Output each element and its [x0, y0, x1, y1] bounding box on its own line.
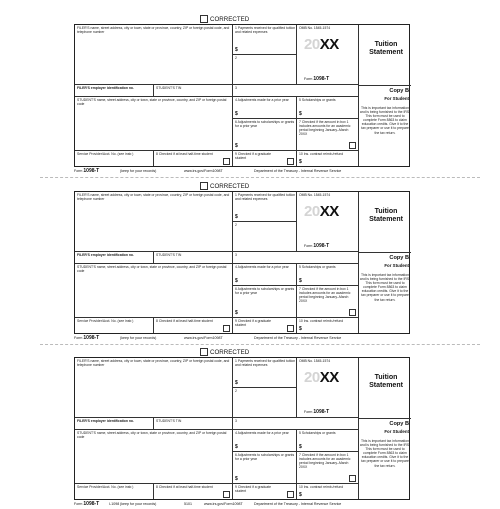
account-label: Service Provider/Acct. No. (see instr.) [77, 485, 134, 489]
box7-label: 7 Checked if the amount in box 1 includes amounts for an academic period beginning January–March 20XX [299, 120, 351, 136]
student-name-field[interactable] [75, 264, 233, 318]
box6-field[interactable] [233, 452, 297, 484]
box6-dollar: $ [235, 143, 238, 149]
box3-label: 3 [235, 86, 237, 90]
footer-website: 5101 www.irs.gov/Form1098T [184, 502, 243, 506]
filer-name-field[interactable] [75, 25, 233, 85]
footer-code-1: L1098 [109, 502, 120, 506]
box1-label: 1 Payments received for qualified tuition and related expenses [235, 26, 296, 34]
account-field[interactable] [75, 484, 154, 499]
copy-cell [359, 418, 411, 499]
corrected-label: CORRECTED [210, 348, 250, 356]
form-footer [74, 335, 410, 341]
corrected-label: CORRECTED [210, 15, 250, 23]
box8-checkbox[interactable] [223, 158, 230, 165]
box9-checkbox[interactable] [287, 325, 294, 332]
title-cell [359, 25, 411, 85]
form-title: Tuition Statement [369, 41, 403, 56]
box5-dollar: $ [299, 111, 302, 117]
box6-field[interactable] [233, 119, 297, 151]
box1-dollar: $ [235, 47, 238, 53]
footer-keep-note: (keep for your records) [120, 169, 157, 173]
copy-cell [359, 85, 411, 166]
filer-ein-field[interactable] [75, 85, 154, 97]
box9-checkbox[interactable] [287, 158, 294, 165]
footer-form-number: Form 1098-T L1098 [74, 501, 120, 507]
form-word: Form [304, 410, 313, 414]
box10-field[interactable] [297, 484, 359, 499]
filer-name-field[interactable] [75, 358, 233, 418]
student-tin-field[interactable] [154, 418, 233, 430]
copy-cell [359, 252, 411, 333]
omb-number: OMB No. 1545-1574 [299, 26, 331, 30]
box5-field[interactable] [297, 97, 359, 119]
filer-ein-label: FILER'S employer identification no. [77, 86, 134, 90]
box2-field[interactable] [233, 55, 297, 85]
box3-field[interactable] [233, 85, 359, 97]
box9-field [233, 484, 297, 499]
box1-field[interactable] [233, 358, 297, 388]
box8-checkbox[interactable] [223, 325, 230, 332]
filer-ein-field[interactable] [75, 252, 154, 264]
corrected-checkbox-row [200, 15, 249, 23]
box5-dollar: $ [299, 444, 302, 450]
tax-year [304, 203, 339, 220]
box4-field[interactable] [233, 264, 297, 286]
box6-label: 6 Adjustments to scholarships or grants for a prior year [235, 453, 295, 461]
omb-year-cell [297, 358, 359, 418]
box8-label: 8 Checked if at least half-time student [156, 152, 213, 156]
footer-website: www.irs.gov/Form1098T [184, 336, 223, 340]
box4-field[interactable] [233, 430, 297, 452]
box9-label: 9 Checked if a graduate student [235, 485, 272, 493]
box9-field [233, 318, 297, 333]
tax-year [304, 369, 339, 386]
box10-field[interactable] [297, 318, 359, 333]
form-1098t [0, 347, 500, 509]
box4-field[interactable] [233, 97, 297, 119]
box3-label: 3 [235, 419, 237, 423]
box5-label: 5 Scholarships or grants [299, 98, 336, 102]
tax-notice: This is important tax information and is being furnished to the IRS. This form must be used to complete Form 8863 to claim education credits. Give it to the tax preparer or use it to prepare the tax return. [359, 273, 411, 302]
box9-checkbox[interactable] [287, 491, 294, 498]
footer-code-2: 5101 [184, 502, 192, 506]
account-label: Service Provider/Acct. No. (see instr.) [77, 152, 134, 156]
form-word: Form [304, 244, 313, 248]
box8-field [154, 318, 233, 333]
box2-label: 2 [235, 223, 237, 227]
corrected-checkbox[interactable] [200, 182, 208, 190]
form-number: 1098-T [313, 409, 330, 415]
student-name-field[interactable] [75, 430, 233, 484]
box10-label: 10 Ins. contract reimb./refund [299, 152, 344, 156]
account-field[interactable] [75, 151, 154, 166]
tax-notice: This is important tax information and is being furnished to the IRS. This form must be used to complete Form 8863 to claim education credits. Give it to the tax preparer or use it to prepare the tax return. [359, 106, 411, 135]
footer-keep-note: (keep for your records) [120, 502, 157, 506]
box10-dollar: $ [299, 326, 302, 332]
box10-dollar: $ [299, 492, 302, 498]
for-student-label: For Student [384, 263, 409, 268]
form-grid [74, 357, 410, 500]
footer-department: Department of the Treasury - Internal Revenue Service [254, 336, 342, 340]
account-field[interactable] [75, 318, 154, 333]
box6-label: 6 Adjustments to scholarships or grants for a prior year [235, 287, 295, 295]
title-cell [359, 192, 411, 252]
box9-label: 9 Checked if a graduate student [235, 152, 272, 160]
box1-field[interactable] [233, 25, 297, 55]
corrected-checkbox[interactable] [200, 15, 208, 23]
footer-website: www.irs.gov/Form1098T [184, 169, 223, 173]
copy-label: Copy B [389, 88, 409, 94]
box6-label: 6 Adjustments to scholarships or grants for a prior year [235, 120, 295, 128]
student-tin-label: STUDENT'S TIN [156, 253, 182, 257]
box2-label: 2 [235, 56, 237, 60]
year-prefix: 20 [304, 36, 320, 53]
student-name-field[interactable] [75, 97, 233, 151]
footer-department: Department of the Treasury - Internal Revenue Service [254, 169, 342, 173]
filer-ein-label: FILER'S employer identification no. [77, 253, 134, 257]
form-grid [74, 191, 410, 334]
form-number-label [304, 76, 329, 82]
box1-label: 1 Payments received for qualified tuition and related expenses [235, 359, 296, 367]
box2-label: 2 [235, 389, 237, 393]
year-prefix: 20 [304, 203, 320, 220]
corrected-label: CORRECTED [210, 182, 250, 190]
year-suffix: XX [319, 203, 339, 220]
box5-field[interactable] [297, 430, 359, 452]
box1-dollar: $ [235, 214, 238, 220]
box8-checkbox[interactable] [223, 491, 230, 498]
for-student-label: For Student [384, 96, 409, 101]
form-grid [74, 24, 410, 167]
box4-dollar: $ [235, 444, 238, 450]
box9-label: 9 Checked if a graduate student [235, 319, 272, 327]
box5-dollar: $ [299, 278, 302, 284]
form-footer [74, 168, 410, 174]
for-student-label: For Student [384, 429, 409, 434]
footer-form-number: Form 1098-T [74, 168, 100, 174]
box5-label: 5 Scholarships or grants [299, 431, 336, 435]
box10-dollar: $ [299, 159, 302, 165]
box7-checkbox[interactable] [349, 309, 356, 316]
box7-field [297, 286, 359, 318]
form-number: 1098-T [313, 76, 330, 82]
box6-field[interactable] [233, 286, 297, 318]
account-label: Service Provider/Acct. No. (see instr.) [77, 319, 134, 323]
copy-label: Copy B [389, 421, 409, 427]
box7-field [297, 119, 359, 151]
box8-field [154, 151, 233, 166]
student-name-label: STUDENT'S name, street address, city or town, state or province, country, and ZIP or foreign postal code [77, 265, 227, 273]
tax-notice: This is important tax information and is being furnished to the IRS. This form must be used to complete Form 8863 to claim education credits. Give it to the tax preparer or use it to prepare the tax return. [359, 439, 411, 468]
box8-label: 8 Checked if at least half-time student [156, 485, 213, 489]
box5-label: 5 Scholarships or grants [299, 265, 336, 269]
box1-label: 1 Payments received for qualified tuition and related expenses [235, 193, 296, 201]
box10-label: 10 Ins. contract reimb./refund [299, 319, 344, 323]
year-suffix: XX [319, 36, 339, 53]
box6-dollar: $ [235, 310, 238, 316]
year-prefix: 20 [304, 369, 320, 386]
box7-label: 7 Checked if the amount in box 1 includes amounts for an academic period beginning January–March 20XX [299, 287, 351, 303]
box4-dollar: $ [235, 111, 238, 117]
corrected-checkbox[interactable] [200, 348, 208, 356]
omb-year-cell [297, 25, 359, 85]
filer-ein-field[interactable] [75, 418, 154, 430]
box7-checkbox[interactable] [349, 142, 356, 149]
box9-field [233, 151, 297, 166]
student-tin-field[interactable] [154, 252, 233, 264]
filer-name-label: FILER'S name, street address, city or town, state or province, country, ZIP or foreign postal code, and telephone number [77, 26, 230, 34]
filer-ein-label: FILER'S employer identification no. [77, 419, 134, 423]
tax-year [304, 36, 339, 53]
form-number: 1098-T [313, 243, 330, 249]
year-suffix: XX [319, 369, 339, 386]
form-1098t [0, 181, 500, 343]
box1-dollar: $ [235, 380, 238, 386]
box7-field [297, 452, 359, 484]
student-tin-field[interactable] [154, 85, 233, 97]
footer-form-number: Form 1098-T [74, 335, 100, 341]
filer-name-label: FILER'S name, street address, city or town, state or province, country, ZIP or foreign postal code, and telephone number [77, 359, 230, 367]
student-name-label: STUDENT'S name, street address, city or town, state or province, country, and ZIP or foreign postal code [77, 98, 227, 106]
student-tin-label: STUDENT'S TIN [156, 419, 182, 423]
corrected-checkbox-row [200, 182, 249, 190]
box2-field[interactable] [233, 388, 297, 418]
box3-label: 3 [235, 253, 237, 257]
box3-field[interactable] [233, 252, 359, 264]
box2-field[interactable] [233, 222, 297, 252]
form-number-label [304, 409, 329, 415]
box10-label: 10 Ins. contract reimb./refund [299, 485, 344, 489]
box4-dollar: $ [235, 278, 238, 284]
student-name-label: STUDENT'S name, street address, city or town, state or province, country, and ZIP or foreign postal code [77, 431, 227, 439]
filer-name-field[interactable] [75, 192, 233, 252]
box1-field[interactable] [233, 192, 297, 222]
box4-label: 4 Adjustments made for a prior year [235, 431, 289, 435]
box4-label: 4 Adjustments made for a prior year [235, 265, 289, 269]
box3-field[interactable] [233, 418, 359, 430]
box8-field [154, 484, 233, 499]
box5-field[interactable] [297, 264, 359, 286]
omb-year-cell [297, 192, 359, 252]
footer-keep-note: (keep for your records) [120, 336, 157, 340]
box10-field[interactable] [297, 151, 359, 166]
box6-dollar: $ [235, 476, 238, 482]
box4-label: 4 Adjustments made for a prior year [235, 98, 289, 102]
box8-label: 8 Checked if at least half-time student [156, 319, 213, 323]
omb-number: OMB No. 1545-1574 [299, 359, 331, 363]
form-footer [74, 501, 410, 507]
form-word: Form [304, 77, 313, 81]
footer-department: Department of the Treasury - Internal Revenue Service [254, 502, 342, 506]
form-title: Tuition Statement [369, 374, 403, 389]
box7-checkbox[interactable] [349, 475, 356, 482]
omb-number: OMB No. 1545-1574 [299, 193, 331, 197]
form-1098t [0, 14, 500, 176]
title-cell [359, 358, 411, 418]
perforation-line [40, 177, 480, 178]
form-number-label [304, 243, 329, 249]
filer-name-label: FILER'S name, street address, city or town, state or province, country, ZIP or foreign postal code, and telephone number [77, 193, 230, 201]
copy-label: Copy B [389, 255, 409, 261]
box7-label: 7 Checked if the amount in box 1 includes amounts for an academic period beginning January–March 20XX [299, 453, 351, 469]
perforation-line [40, 344, 480, 345]
corrected-checkbox-row [200, 348, 249, 356]
student-tin-label: STUDENT'S TIN [156, 86, 182, 90]
form-title: Tuition Statement [369, 208, 403, 223]
